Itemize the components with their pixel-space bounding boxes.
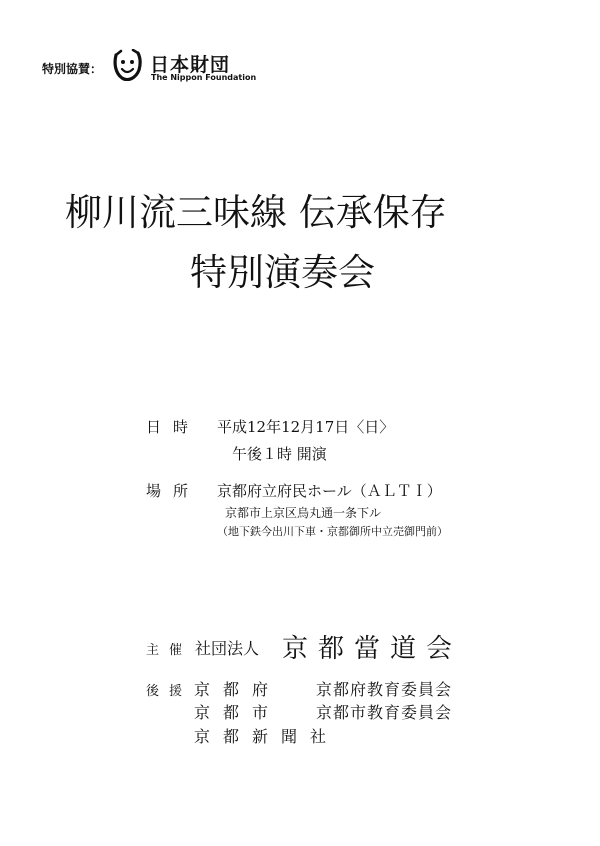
- supporter: 京都府教育委員会: [316, 680, 453, 699]
- title-line-1: 柳川流三味線 伝承保存: [65, 191, 447, 234]
- title-line-2: 特別演奏会: [190, 251, 375, 294]
- host-label: 主催: [146, 643, 193, 658]
- sponsor-name-ja: 日本財団: [150, 54, 231, 76]
- place-value: 京都府立府民ホール（ＡＬＴＩ）: [217, 482, 442, 500]
- supporter: 京都市教育委員会: [316, 703, 453, 722]
- supporter: 京都市: [194, 703, 282, 722]
- nippon-foundation-logo-icon: [112, 49, 142, 81]
- sponsor-label: 特別協賛：: [42, 62, 103, 76]
- support-label: 後援: [146, 684, 193, 699]
- date-value: 平成12年12月17日〈日〉: [217, 418, 395, 436]
- host-name: 京都當道会: [282, 634, 463, 664]
- sponsor-name-en: The Nippon Foundation: [151, 73, 257, 82]
- supporter: 京都府: [194, 680, 282, 699]
- date-label: 日時: [146, 418, 201, 436]
- access-note: （地下鉄今出川下車・京都御所中立売御門前）: [217, 525, 448, 538]
- time-value: 午後１時 開演: [232, 445, 327, 463]
- supporter: 京都新聞社: [194, 727, 340, 746]
- address: 京都市上京区烏丸通一条下ル: [225, 506, 382, 520]
- host-prefix: 社団法人: [195, 639, 260, 658]
- place-label: 場所: [146, 482, 201, 500]
